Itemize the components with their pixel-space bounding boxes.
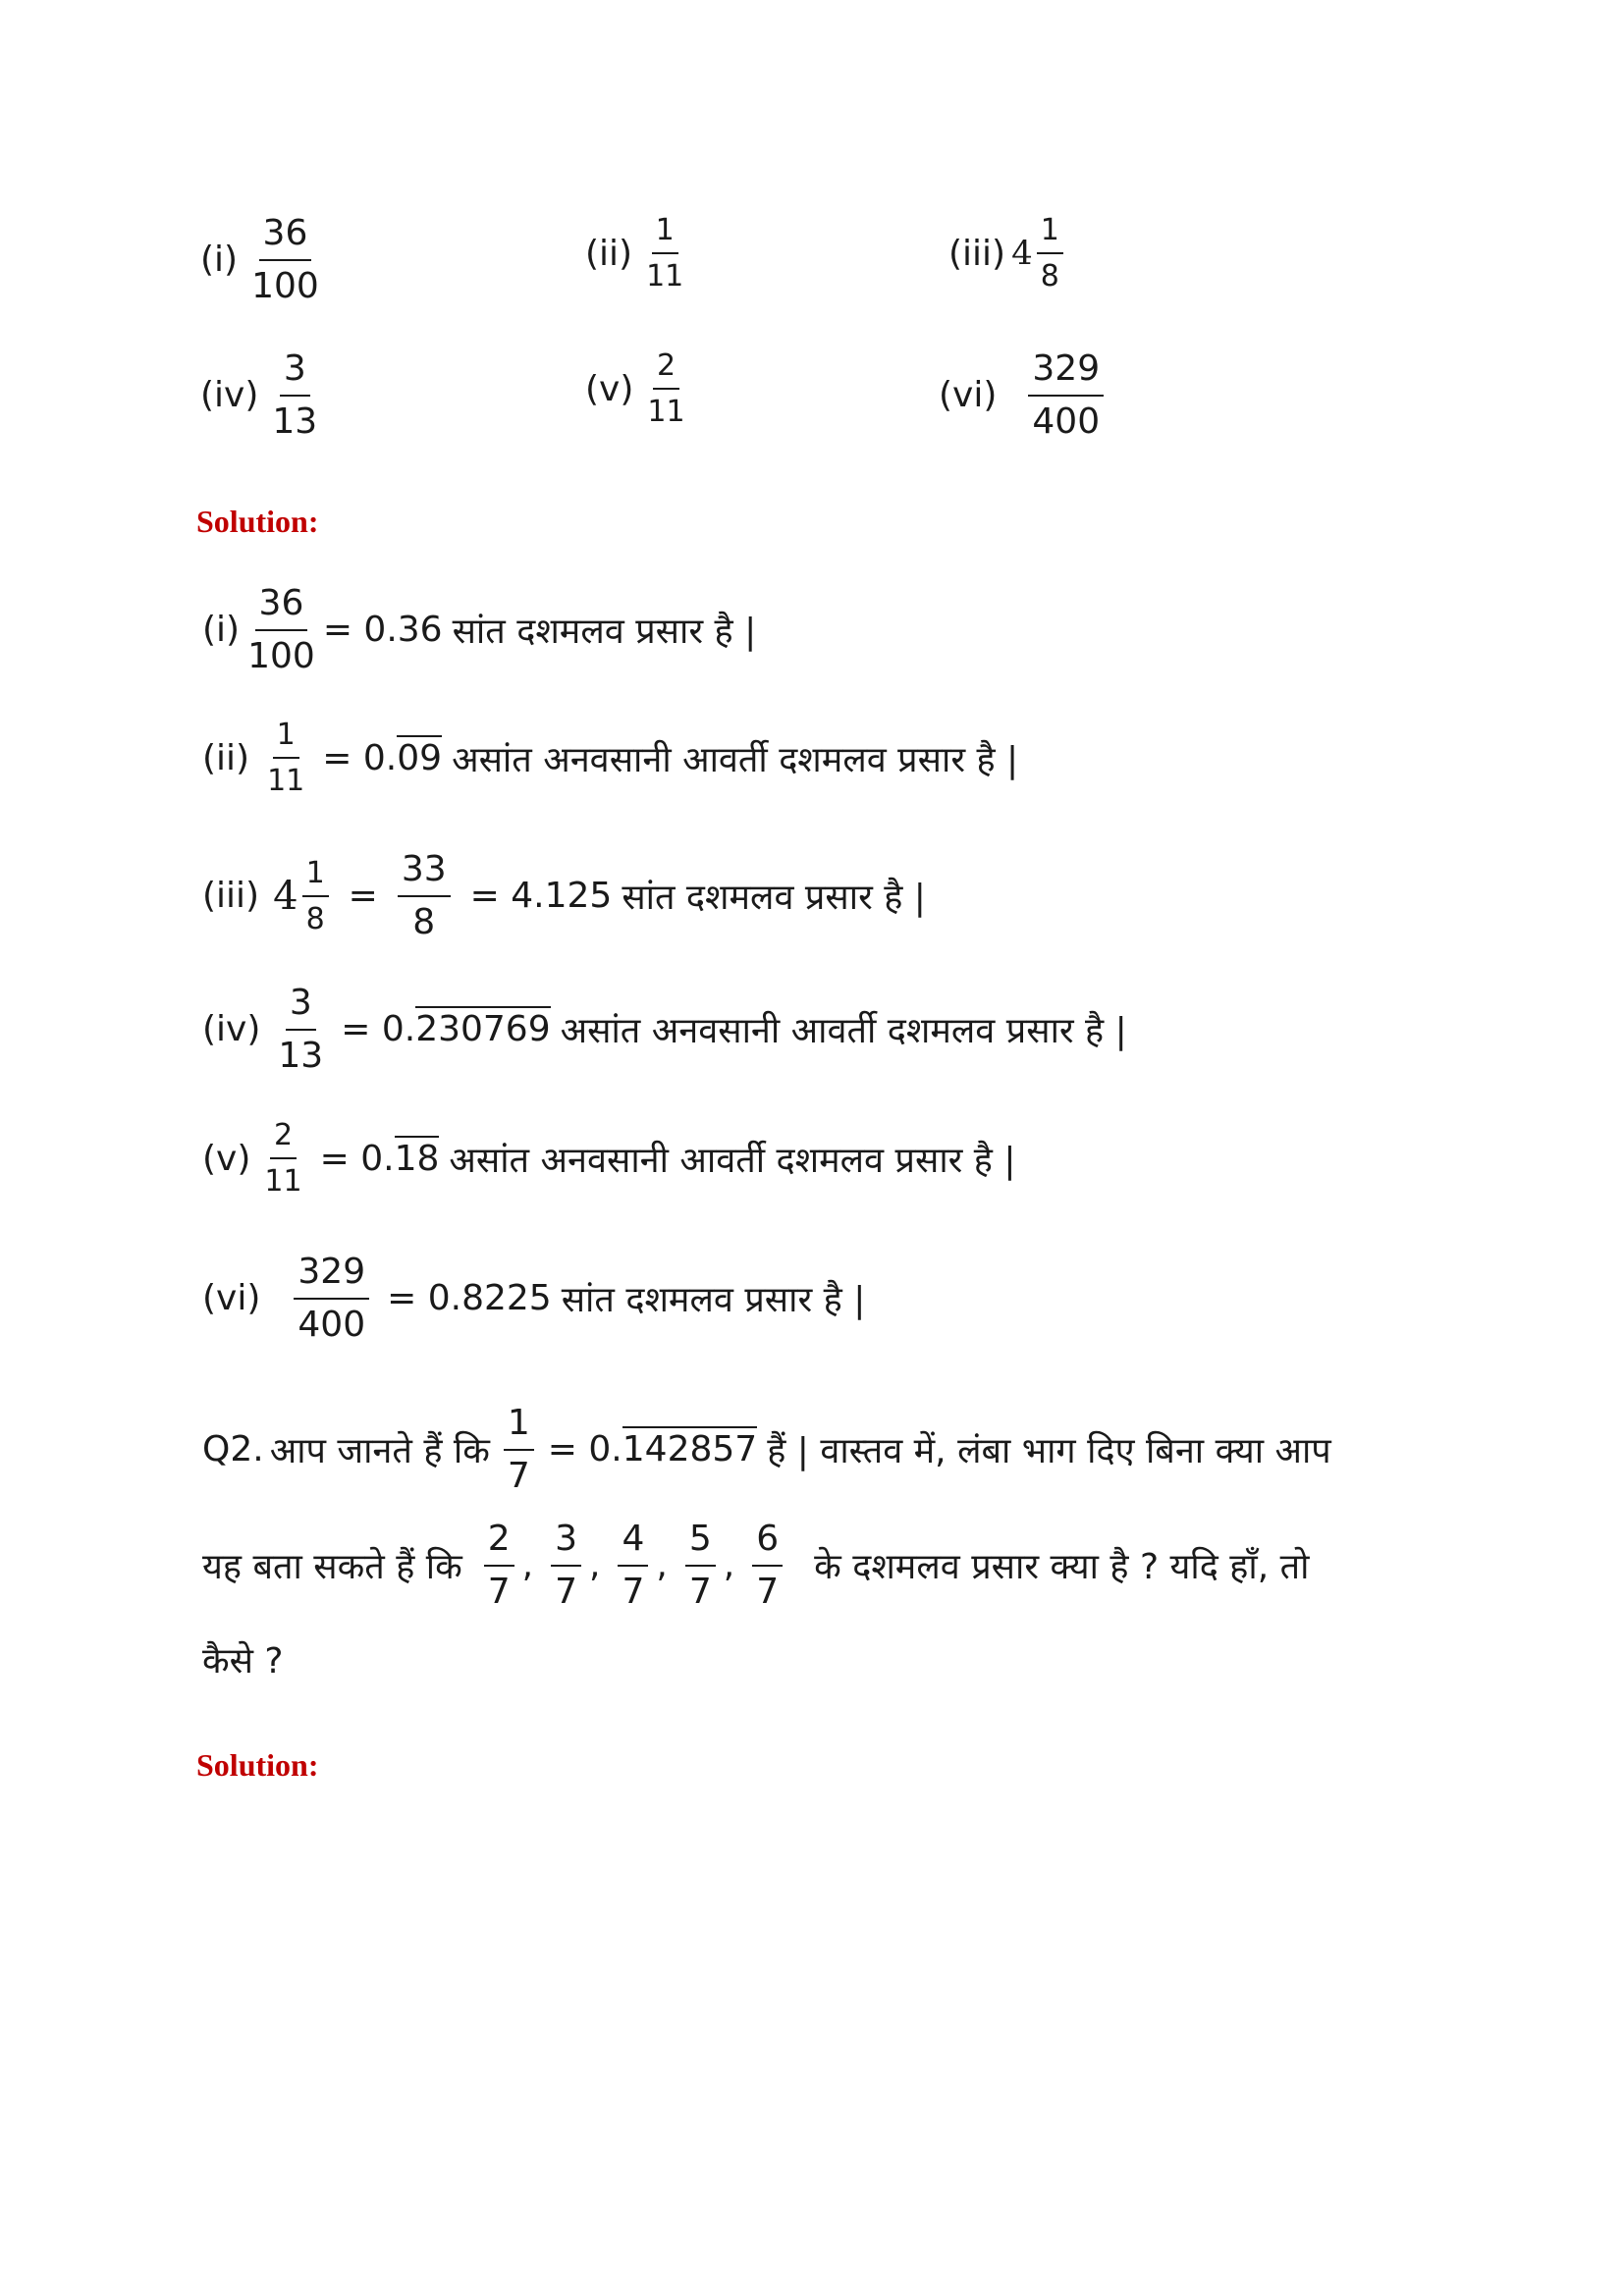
mixed-fraction: 4 $\frac{1}{8}$: [273, 857, 337, 935]
fraction: $\frac{33}{8}$: [398, 850, 451, 941]
fraction: $\frac{2}{7}$: [484, 1520, 514, 1611]
question-item-i: [200, 214, 327, 305]
fraction: $\frac{329}{400}$: [1028, 349, 1104, 441]
equation: = 0.8225: [387, 1278, 552, 1319]
description: असांत अनवसानी आवर्ती दशमलव प्रसार है |: [449, 1140, 1016, 1181]
fraction: $\frac{3}{13}$: [278, 983, 324, 1076]
repeating-digits: 09: [397, 735, 442, 778]
fraction: $\frac{1}{7}$: [504, 1404, 534, 1495]
mixed-fraction: 4 $\frac{1}{8}$: [1011, 214, 1071, 293]
question-item-vi: [939, 349, 1111, 441]
item-label: (iv): [202, 1009, 261, 1050]
equation: = 0.18: [320, 1139, 440, 1179]
item-label: (v): [202, 1138, 251, 1179]
item-label: (i): [202, 610, 241, 651]
solution-heading-2: Solution:: [196, 1747, 319, 1783]
equation: = 0.36: [322, 610, 443, 651]
description: सांत दशमलव प्रसार है |: [561, 1280, 866, 1321]
fraction: $\frac{329}{400}$: [294, 1253, 369, 1344]
description: असांत अनवसानी आवर्ती दशमलव प्रसार है |: [452, 739, 1019, 780]
description: असांत अनवसानी आवर्ती दशमलव प्रसार है |: [560, 1011, 1127, 1052]
solution-item-iv: [202, 984, 1127, 1075]
q2-text-start: यह बता सकते हैं कि: [202, 1547, 462, 1588]
item-label: (vi): [939, 375, 998, 416]
item-label: (vi): [202, 1278, 261, 1319]
equation: = 4.125: [469, 876, 613, 917]
repeating-digits: 18: [395, 1136, 440, 1179]
fraction: $\frac{5}{7}$: [685, 1520, 716, 1611]
item-label: (iii): [948, 233, 1006, 274]
description: सांत दशमलव प्रसार है |: [622, 878, 926, 919]
solution-item-iii: [202, 850, 926, 941]
question-item-v: [585, 349, 693, 428]
fraction: $\frac{2}{11}$: [647, 348, 685, 429]
fraction: $\frac{36}{100}$: [251, 213, 319, 306]
q2-text-start: आप जानते हैं कि: [269, 1431, 490, 1472]
repeating-digits: 230769: [415, 1006, 550, 1049]
q2-text: कैसे ?: [202, 1641, 284, 1682]
item-label: (i): [200, 240, 239, 281]
question-number: Q2.: [202, 1429, 264, 1470]
q2-line-3: [202, 1635, 284, 1683]
item-label: (iii): [202, 876, 260, 917]
equation: = 0.230769: [341, 1009, 550, 1049]
fraction: $\frac{3}{7}$: [551, 1520, 581, 1611]
solution-item-v: [202, 1119, 1016, 1198]
fraction: $\frac{1}{11}$: [646, 213, 684, 294]
fraction: $\frac{1}{11}$: [267, 718, 305, 798]
solution-item-vi: [202, 1253, 865, 1344]
item-label: (iv): [200, 375, 259, 416]
fraction: $\frac{4}{7}$: [618, 1520, 648, 1611]
question-item-iv: [200, 349, 325, 441]
repeating-digits: 142857: [622, 1426, 757, 1469]
item-label: (ii): [202, 737, 250, 778]
q2-text-end: हैं | वास्तव में, लंबा भाग दिए बिना क्या आप: [767, 1431, 1331, 1472]
equation: = 0.09: [322, 738, 442, 778]
equation: = 0.142857: [548, 1429, 757, 1469]
q2-line-1: [202, 1404, 1331, 1495]
description: सांत दशमलव प्रसार है |: [452, 612, 757, 653]
q2-line-2: यह बता सकते हैं कि $\frac{2}{7}$ , $\frac{3}{7}$ , $\frac{4}{7}$ , $\frac{5}{7}$ , $\frac{6}{7}$ के दशमलव प्रसार क्या है ? यदि हाँ, तो: [202, 1519, 1310, 1612]
item-label: (ii): [585, 233, 633, 274]
fraction: $\frac{36}{100}$: [247, 583, 315, 676]
solution-item-ii: [202, 719, 1018, 797]
fraction: $\frac{2}{11}$: [264, 1118, 302, 1199]
question-item-iii: [948, 214, 1071, 293]
fraction: $\frac{6}{7}$: [752, 1520, 783, 1611]
item-label: (v): [585, 368, 634, 409]
question-item-ii: [585, 214, 691, 293]
equals-sign: =: [348, 876, 378, 917]
fraction: $\frac{3}{13}$: [272, 348, 318, 442]
solution-item-i: [202, 584, 756, 675]
q2-text-end: के दशमलव प्रसार क्या है ? यदि हाँ, तो: [814, 1547, 1310, 1588]
solution-heading: Solution:: [196, 504, 319, 539]
